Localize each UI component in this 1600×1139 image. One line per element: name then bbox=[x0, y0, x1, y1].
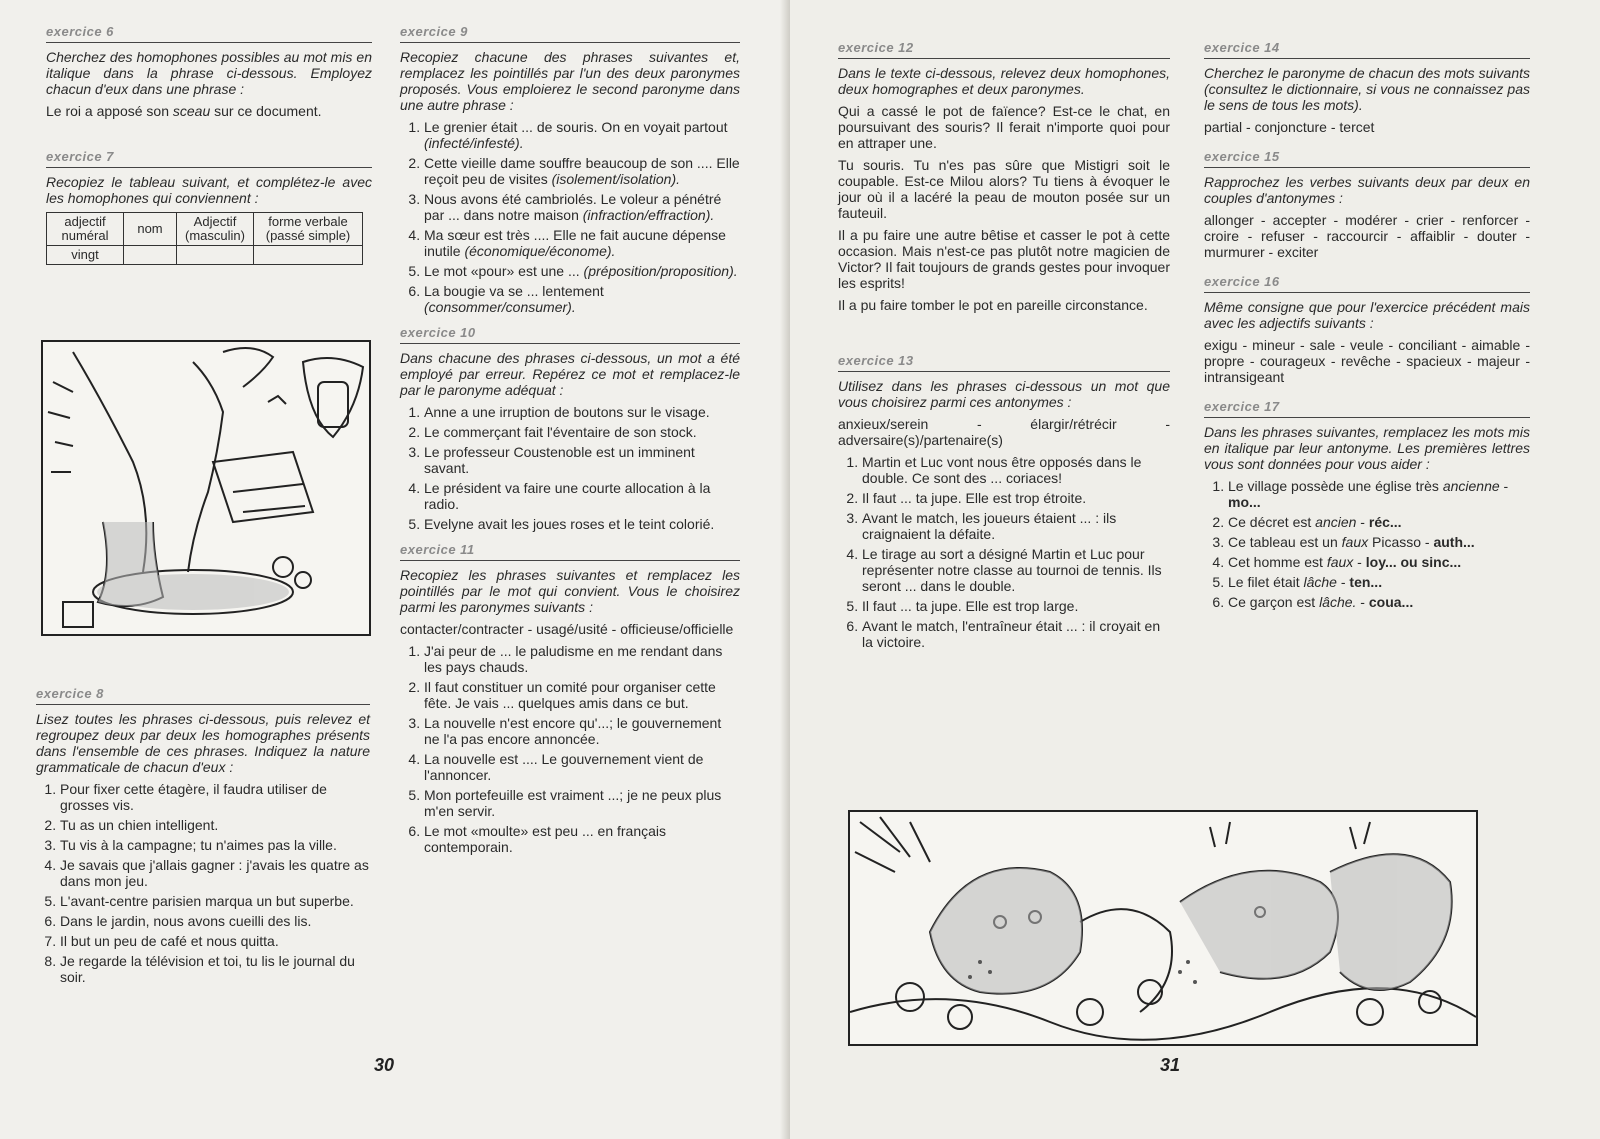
exercise-list bbox=[400, 643, 740, 855]
exercise-sentence: Le roi a apposé son sceau sur ce document. bbox=[46, 103, 322, 119]
list-item: 2. Cette vieille dame souffre beaucoup de son .... Elle reçoit peu de visites (isolement/isolation). bbox=[424, 155, 740, 187]
exercise-title: exercice 8 bbox=[36, 686, 370, 705]
exercise-list bbox=[400, 404, 740, 532]
list-item: 2. Le commerçant fait l'éventaire de son stock. bbox=[424, 424, 740, 440]
list-item: 3. Ce tableau est un faux Picasso - auth... bbox=[1228, 534, 1530, 550]
list-item: 4. Le tirage au sort a désigné Martin et Luc pour représenter notre classe au tournoi de tennis. Ils seront ... dans le double. bbox=[862, 546, 1170, 594]
list-item: 3. Tu vis à la campagne; tu n'aimes pas la ville. bbox=[60, 837, 370, 853]
word-list: contacter/contracter - usagé/usité - officieuse/officielle bbox=[400, 621, 734, 637]
list-item: 7. Il but un peu de café et nous quitta. bbox=[60, 933, 370, 949]
table-header: adjectif numéral bbox=[47, 213, 124, 246]
exercise-title: exercice 6 bbox=[46, 24, 372, 43]
list-item: 6. Ce garçon est lâche. - coua... bbox=[1228, 594, 1530, 610]
right-column-1 bbox=[838, 40, 1170, 670]
list-item: 1. Le grenier était ... de souris. On en voyait partout (infecté/infesté). bbox=[424, 119, 740, 151]
list-item: 1. Martin et Luc vont nous être opposés dans le double. Ce sont des ... coriaces! bbox=[862, 454, 1170, 486]
exercise-title: exercice 14 bbox=[1204, 40, 1530, 59]
word-list: partial - conjoncture - tercet bbox=[1204, 119, 1375, 135]
list-item: 5. Le mot «pour» est une ... (préposition/proposition). bbox=[424, 263, 740, 279]
exercise-list bbox=[400, 119, 740, 315]
list-item: 1. J'ai peur de ... le paludisme en me rendant dans les pays chauds. bbox=[424, 643, 740, 675]
exercise-title: exercice 9 bbox=[400, 24, 740, 43]
page-number: 30 bbox=[374, 1055, 395, 1075]
exercise-14 bbox=[1204, 40, 1530, 135]
exercise-instruction: Cherchez des homophones possibles au mot mis en italique dans la phrase ci-dessous. Employez chacun d'eux dans une phrase : bbox=[46, 49, 372, 97]
list-item: 5. L'avant-centre parisien marqua un but superbe. bbox=[60, 893, 370, 909]
exercise-8 bbox=[36, 686, 370, 985]
exercise-instruction: Dans chacune des phrases ci-dessous, un mot a été employé par erreur. Repérez ce mot et remplacez-le par le paronyme adéquat : bbox=[400, 350, 740, 398]
exercise-6 bbox=[46, 24, 372, 119]
exercise-instruction: Cherchez le paronyme de chacun des mots suivants (consultez le dictionnaire, si vous ne connaissez pas le sens de tous les mots). bbox=[1204, 65, 1530, 113]
boot-lantern-illustration bbox=[41, 340, 371, 636]
list-item: 4. Je savais que j'allais gagner : j'avais les quatre as dans mon jeu. bbox=[60, 857, 370, 889]
exercise-title: exercice 10 bbox=[400, 325, 740, 344]
list-item: 3. La nouvelle n'est encore qu'...; le gouvernement ne l'a pas encore annoncée. bbox=[424, 715, 740, 747]
table-cell bbox=[124, 246, 177, 265]
exercise-title: exercice 13 bbox=[838, 353, 1170, 372]
left-column-1 bbox=[46, 24, 372, 285]
list-item: 3. Avant le match, les joueurs étaient ... : ils craignaient la défaite. bbox=[862, 510, 1170, 542]
illustration-drawing bbox=[850, 812, 1476, 1044]
table-cell bbox=[177, 246, 254, 265]
left-page bbox=[0, 0, 790, 1139]
exercise-instruction: Recopiez les phrases suivantes et remplacez les pointillés par le mot qui convient. Vous le choisirez parmi les paronymes suivants : bbox=[400, 567, 740, 615]
homophones-table bbox=[46, 212, 363, 265]
right-page bbox=[790, 0, 1600, 1139]
exercise-instruction: Dans les phrases suivantes, remplacez les mots mis en italique par leur antonyme. Les premières lettres vous sont données pour vous aider : bbox=[1204, 424, 1530, 472]
table-cell bbox=[254, 246, 363, 265]
exercise-title: exercice 7 bbox=[46, 149, 372, 168]
exercise-7 bbox=[46, 149, 372, 265]
exercise-title: exercice 17 bbox=[1204, 399, 1530, 418]
exercise-9 bbox=[400, 24, 740, 315]
exercise-instruction: Lisez toutes les phrases ci-dessous, puis relevez et regroupez deux par deux les homographes présents dans l'ensemble de ces phrases. Indiquez la nature grammaticale de chacun d'eux : bbox=[36, 711, 370, 775]
list-item: 3. Le professeur Coustenoble est un imminent savant. bbox=[424, 444, 740, 476]
exercise-instruction: Dans le texte ci-dessous, relevez deux homophones, deux homographes et deux paronymes. bbox=[838, 65, 1170, 97]
paragraph: Il a pu faire une autre bêtise et casser le pot à cette occasion. Mais n'est-ce pas plutôt notre magicien de Victor? Il fait toujours de grands gestes pour invoquer les esprits! bbox=[838, 227, 1170, 291]
page-number: 31 bbox=[1160, 1055, 1181, 1075]
animals-flowers-illustration bbox=[848, 810, 1478, 1046]
list-item: 3. Nous avons été cambriolés. Le voleur a pénétré par ... dans notre maison (infraction/effraction). bbox=[424, 191, 740, 223]
list-item: 4. Le président va faire une courte allocation à la radio. bbox=[424, 480, 740, 512]
list-item: 5. Il faut ... ta jupe. Elle est trop large. bbox=[862, 598, 1170, 614]
exercise-title: exercice 12 bbox=[838, 40, 1170, 59]
exercise-list bbox=[36, 781, 370, 985]
paragraph: Il a pu faire tomber le pot en pareille circonstance. bbox=[838, 297, 1148, 313]
list-item: 6. Avant le match, l'entraîneur était ... : il croyait en la victoire. bbox=[862, 618, 1170, 650]
table-header: Adjectif (masculin) bbox=[177, 213, 254, 246]
right-column-2 bbox=[1204, 40, 1530, 630]
word-list: exigu - mineur - sale - veule - conciliant - aimable - propre - courageux - revêche - spacieux - majeur - intransigeant bbox=[1204, 337, 1530, 385]
list-item: 4. La nouvelle est .... Le gouvernement vient de l'annoncer. bbox=[424, 751, 740, 783]
exercise-instruction: Recopiez chacune des phrases suivantes et, remplacez les pointillés par l'un des deux paronymes proposés. Vous emploierez le second paronyme dans une autre phrase : bbox=[400, 49, 740, 113]
exercise-13 bbox=[838, 353, 1170, 650]
exercise-instruction: Utilisez dans les phrases ci-dessous un mot que vous choisirez parmi ces antonymes : bbox=[838, 378, 1170, 410]
list-item: 8. Je regarde la télévision et toi, tu lis le journal du soir. bbox=[60, 953, 370, 985]
table-cell: vingt bbox=[47, 246, 124, 265]
exercise-title: exercice 15 bbox=[1204, 149, 1530, 168]
exercise-instruction: Recopiez le tableau suivant, et complétez-le avec les homophones qui conviennent : bbox=[46, 174, 372, 206]
exercise-16 bbox=[1204, 274, 1530, 385]
exercise-11 bbox=[400, 542, 740, 855]
exercise-instruction: Même consigne que pour l'exercice précédent mais avec les adjectifs suivants : bbox=[1204, 299, 1530, 331]
left-column-1-bottom bbox=[36, 686, 370, 1005]
word-list: allonger - accepter - modérer - crier - renforcer - croire - refuser - raccourcir - affaiblir - douter - murmurer - exciter bbox=[1204, 212, 1530, 260]
left-column-2 bbox=[400, 24, 740, 875]
list-item: 2. Tu as un chien intelligent. bbox=[60, 817, 370, 833]
exercise-instruction: Rapprochez les verbes suivants deux par deux en couples d'antonymes : bbox=[1204, 174, 1530, 206]
list-item: 2. Il faut constituer un comité pour organiser cette fête. Je vais ... quelques amis dans ce but. bbox=[424, 679, 740, 711]
list-item: 1. Le village possède une église très ancienne - mo... bbox=[1228, 478, 1530, 510]
list-item: 4. Ma sœur est très .... Elle ne fait aucune dépense inutile (économique/économe). bbox=[424, 227, 740, 259]
list-item: 4. Cet homme est faux - loy... ou sinc... bbox=[1228, 554, 1530, 570]
paragraph: Qui a cassé le pot de faïence? Est-ce le chat, en poursuivant des souris? Il ferait n'importe quoi pour en attraper une. bbox=[838, 103, 1170, 151]
exercise-12 bbox=[838, 40, 1170, 313]
list-item: 6. Dans le jardin, nous avons cueilli des lis. bbox=[60, 913, 370, 929]
list-item: 1. Anne a une irruption de boutons sur le visage. bbox=[424, 404, 740, 420]
paragraph: Tu souris. Tu n'es pas sûre que Mistigri soit le coupable. Est-ce Milou alors? Tu tiens à évoquer le jour où il a lacéré la peau de mouton posée sur un fauteuil. bbox=[838, 157, 1170, 221]
exercise-10 bbox=[400, 325, 740, 532]
exercise-list bbox=[838, 454, 1170, 650]
list-item: 6. La bougie va se ... lentement (consommer/consumer). bbox=[424, 283, 740, 315]
list-item: 2. Ce décret est ancien - réc... bbox=[1228, 514, 1530, 530]
exercise-17 bbox=[1204, 399, 1530, 610]
list-item: 6. Le mot «moulte» est peu ... en français contemporain. bbox=[424, 823, 740, 855]
list-item: 5. Mon portefeuille est vraiment ...; je ne peux plus m'en servir. bbox=[424, 787, 740, 819]
list-item: 2. Il faut ... ta jupe. Elle est trop étroite. bbox=[862, 490, 1170, 506]
table-header: forme verbale (passé simple) bbox=[254, 213, 363, 246]
exercise-title: exercice 11 bbox=[400, 542, 740, 561]
exercise-list bbox=[1204, 478, 1530, 610]
list-item: 5. Evelyne avait les joues roses et le teint colorié. bbox=[424, 516, 740, 532]
illustration-drawing bbox=[43, 342, 369, 634]
exercise-title: exercice 16 bbox=[1204, 274, 1530, 293]
table-header: nom bbox=[124, 213, 177, 246]
word-list: anxieux/serein - élargir/rétrécir - adversaire(s)/partenaire(s) bbox=[838, 416, 1170, 448]
exercise-15 bbox=[1204, 149, 1530, 260]
list-item: 1. Pour fixer cette étagère, il faudra utiliser de grosses vis. bbox=[60, 781, 370, 813]
list-item: 5. Le filet était lâche - ten... bbox=[1228, 574, 1530, 590]
